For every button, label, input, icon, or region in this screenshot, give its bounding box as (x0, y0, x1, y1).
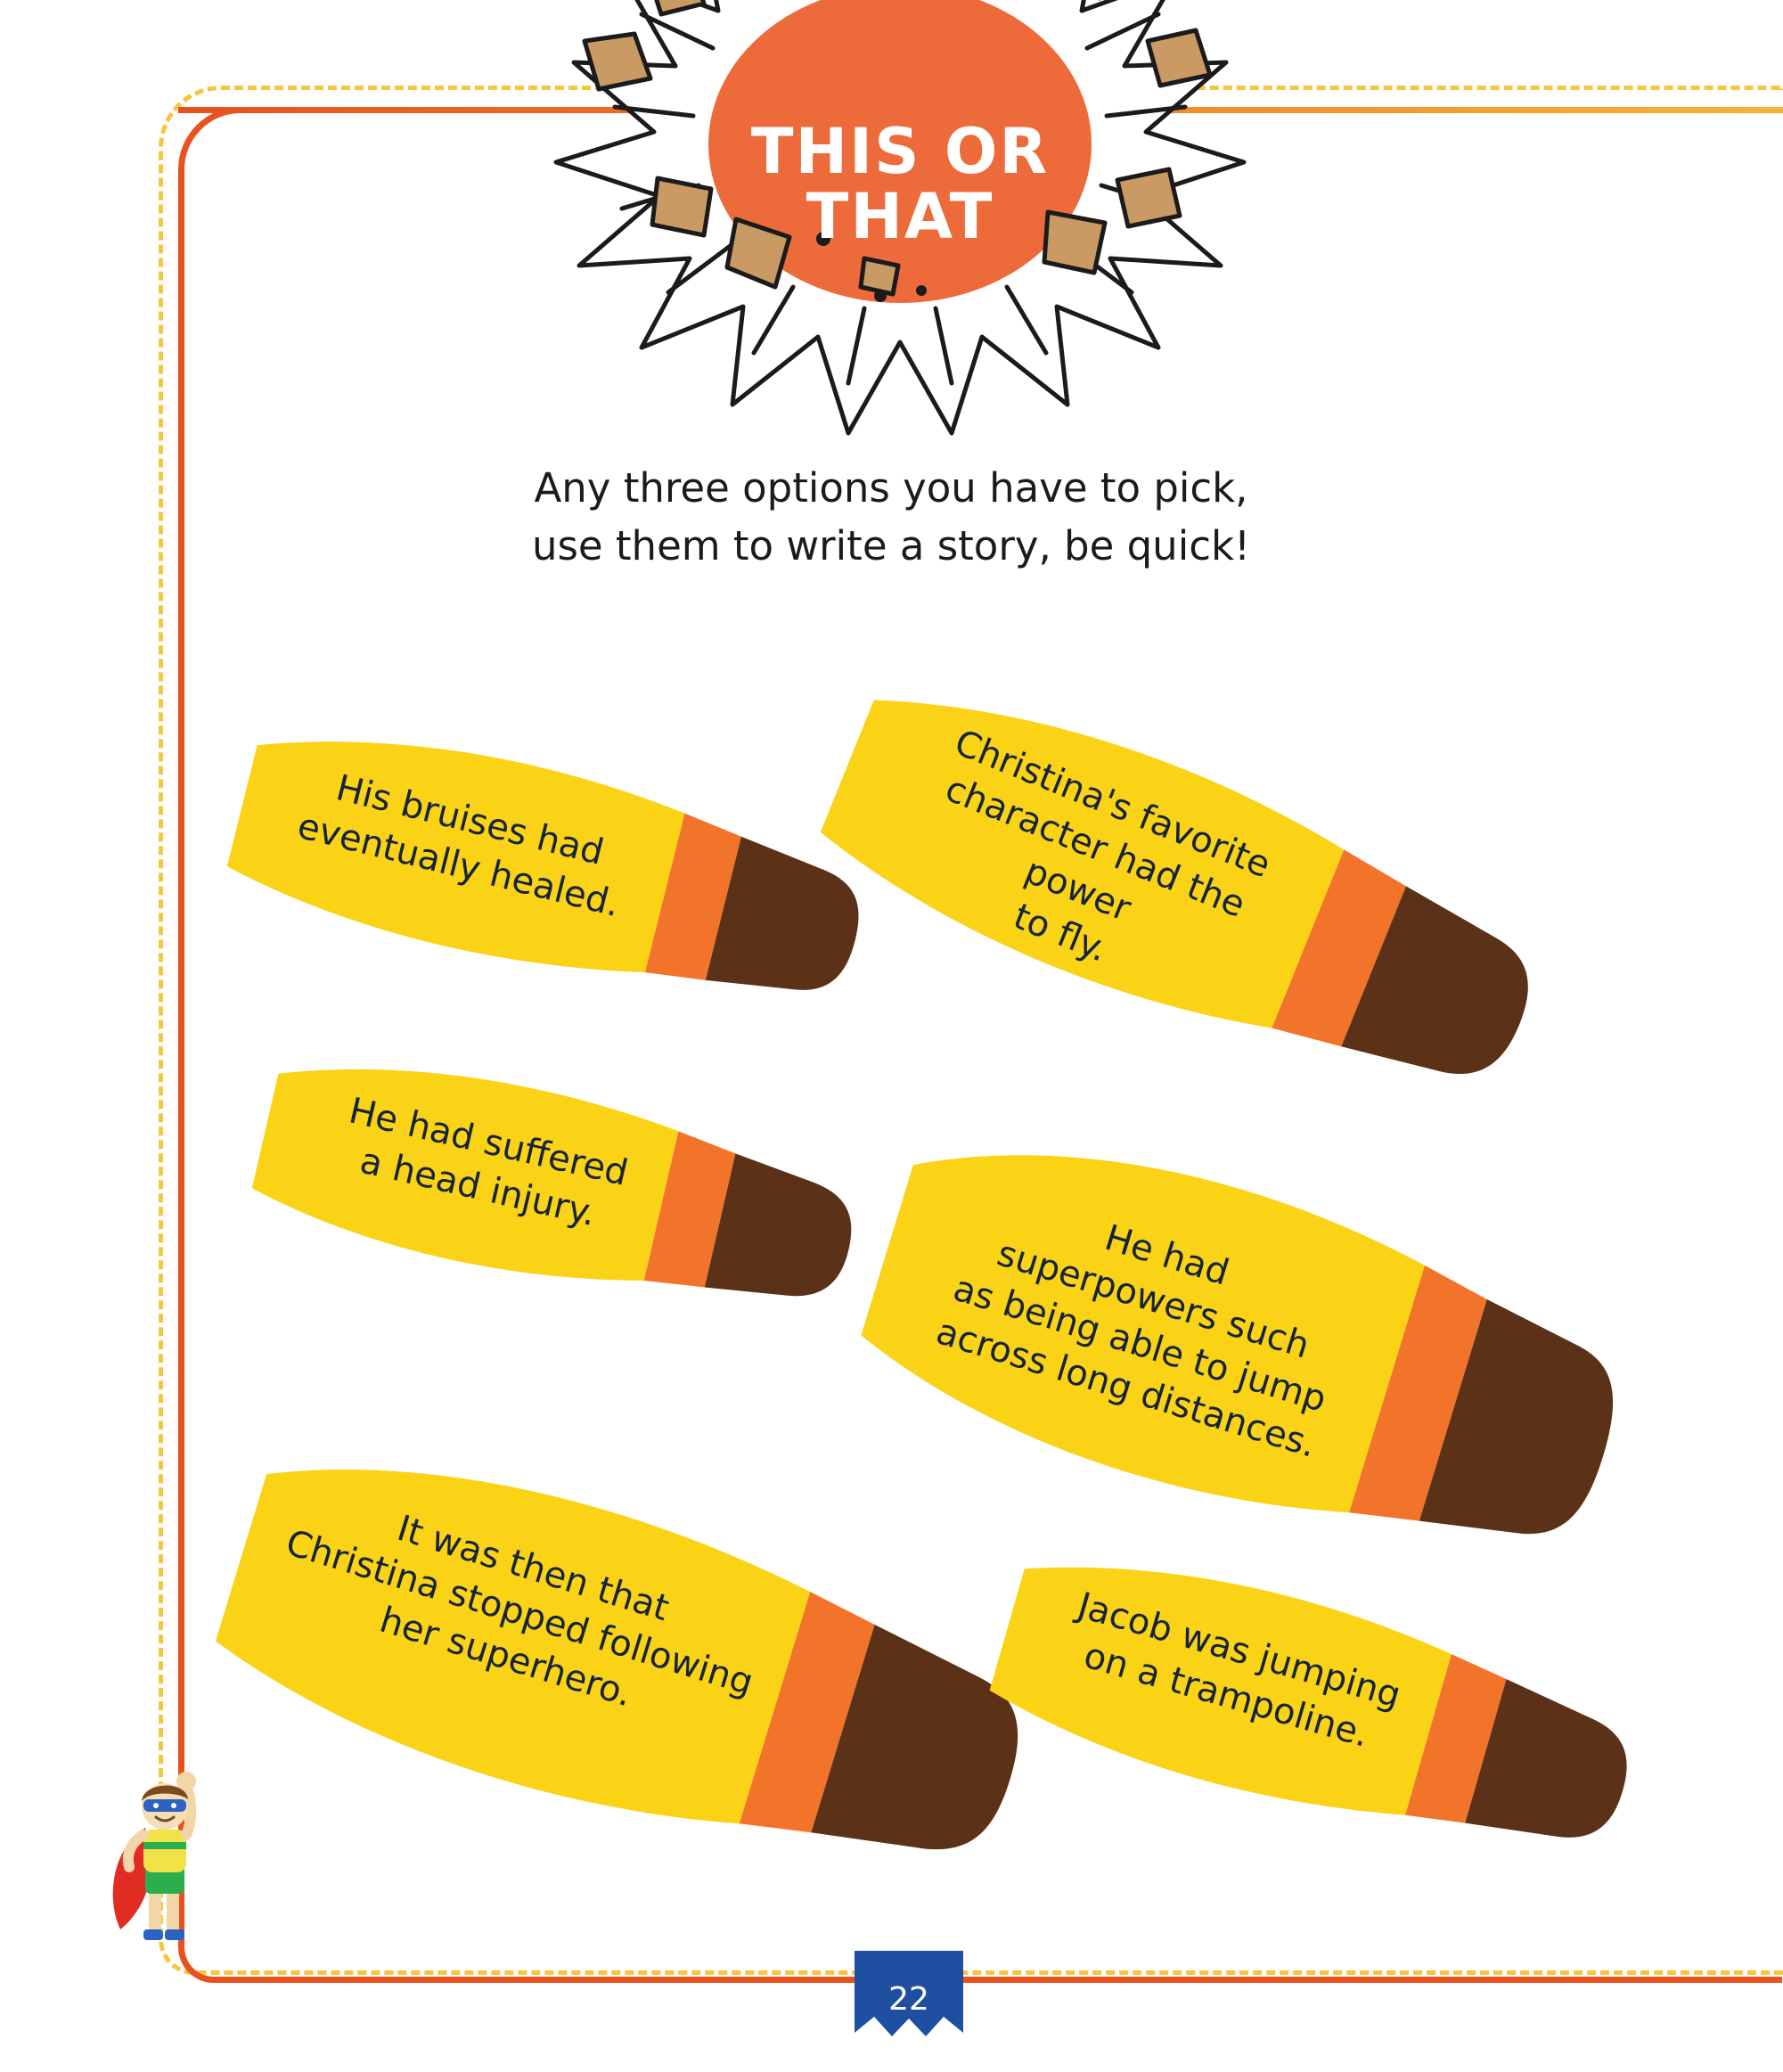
instructions (294, 459, 1488, 576)
option-pencil-6-label: Jacob was jumping on a trampoline. (1073, 1585, 1405, 1756)
page-title-line-2: THAT (806, 180, 994, 253)
option-pencil-5[interactable] (180, 1394, 1093, 1982)
option-pencil-3-label: He had suffered a head injury. (345, 1090, 632, 1235)
option-pencil-1-label: His bruises had eventually healed. (293, 767, 625, 926)
page-title-line-1: THIS OR (750, 114, 1050, 188)
page-number-text: 22 (888, 1981, 929, 2018)
instruction-line-1: Any three options you have to pick, (534, 464, 1248, 512)
page-number-badge (851, 1947, 967, 2054)
option-pencil-4-label: He had superpowers such as being able to jump across long distances. (931, 1216, 1331, 1466)
title-burst (472, 0, 1328, 463)
instruction-line-2: use them to write a story, be quick! (531, 522, 1251, 570)
option-pencil-5-label: It was then that Christina stopped following her superhero. (281, 1507, 758, 1716)
option-pencil-2[interactable] (782, 635, 1595, 1191)
superhero-mascot-icon (94, 1742, 227, 1956)
option-pencil-2-label: Christina's favorite character had the power to fly. (939, 722, 1277, 970)
